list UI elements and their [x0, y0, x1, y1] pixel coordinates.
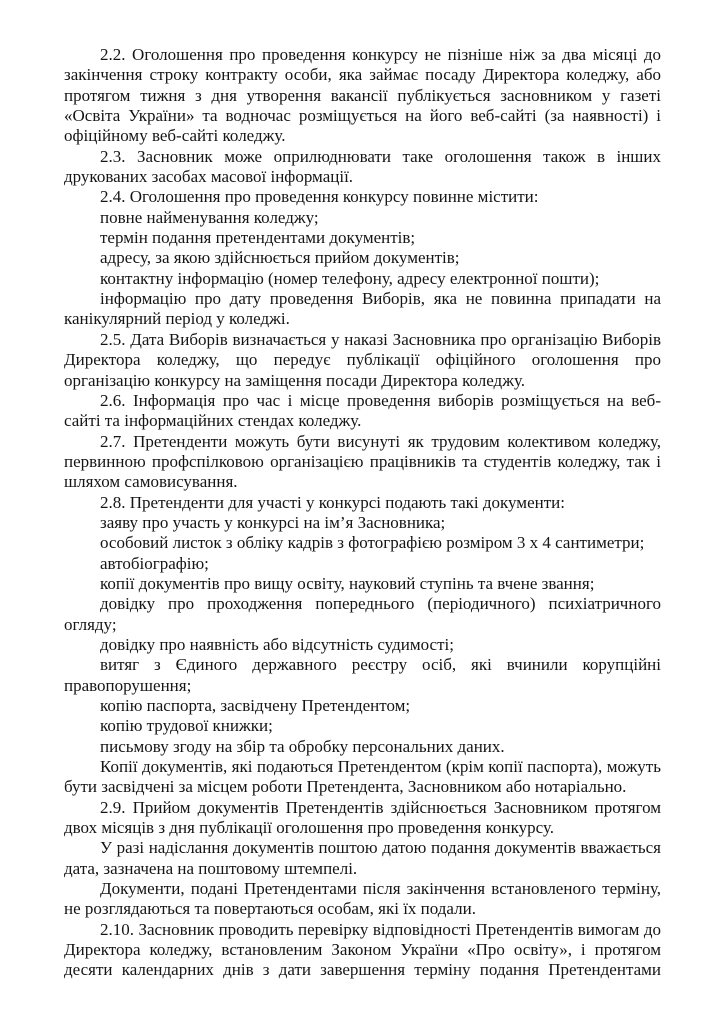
list-item: особовий листок з обліку кадрів з фотографією розміром 3 х 4 сантиметри;	[100, 533, 645, 553]
clause-2-9: 2.9. Прийом документів Претендентів здійснюється Засновником протягом двох місяців з дня публікації оголошення про проведення конкурсу.	[64, 797, 661, 838]
list-item: копії документів про вищу освіту, науковий ступінь та вчене звання;	[100, 573, 595, 593]
clause-2-5: 2.5. Дата Виборів визначається у наказі Засновника про організацію Виборів Директора коледжу, що передує публікації офіційного оголошення про організацію конкурсу на заміщення посади Директора коледжу.	[64, 329, 661, 390]
list-item: довідку про наявність або відсутність судимості;	[100, 634, 454, 654]
list-item: адресу, за якою здійснюється прийом документів;	[100, 248, 460, 268]
list-item: довідку про проходження попереднього (періодичного) психіатричного огляду;	[64, 594, 661, 634]
clause-2-4: 2.4. Оголошення про проведення конкурсу повинне містити:	[100, 187, 539, 207]
document-text-block	[64, 45, 661, 981]
paragraph: Копії документів, які подаються Претендентом (крім копії паспорта), можуть бути засвідчені за місцем роботи Претендента, Засновником або нотаріально.	[64, 757, 661, 797]
list-item: автобіографію;	[100, 553, 209, 573]
paragraph: Документи, подані Претендентами після закінчення встановленого терміну, не розглядаються та повертаються особам, які їх подали.	[64, 879, 661, 919]
clause-2-8: 2.8. Претенденти для участі у конкурсі подають такі документи:	[100, 492, 565, 512]
paragraph: У разі надіслання документів поштою датою подання документів вважається дата, зазначена на поштовому штемпелі.	[64, 838, 661, 878]
list-item: заяву про участь у конкурсі на ім’я Засновника;	[100, 512, 446, 532]
clause-2-3: 2.3. Засновник може оприлюднювати таке оголошення також в інших друкованих засобах масової інформації.	[64, 146, 661, 187]
clause-2-6: 2.6. Інформація про час і місце проведення виборів розміщується на веб-сайті та інформаційних стендах коледжу.	[64, 390, 661, 431]
list-item: письмову згоду на збір та обробку персональних даних.	[100, 736, 505, 756]
list-item: контактну інформацію (номер телефону, адресу електронної пошти);	[100, 268, 600, 288]
clause-2-7: 2.7. Претенденти можуть бути висунуті як трудовим колективом коледжу, первинною профспілковою організацією працівників та студентів коледжу, так і шляхом самовисування.	[64, 431, 661, 492]
clause-2-10: 2.10. Засновник проводить перевірку відповідності Претендентів вимогам до Директора коледжу, встановленим Законом України «Про освіту», і протягом десяти календарних днів з дати завершення терміну подання Претендентами	[64, 919, 661, 980]
list-item: витяг з Єдиного державного реєстру осіб, які вчинили корупційні правопорушення;	[64, 655, 661, 695]
clause-2-2: 2.2. Оголошення про проведення конкурсу не пізніше ніж за два місяці до закінчення строку контракту особи, яка займає посаду Директора коледжу, або протягом тижня з дня утворення вакансії публікується засновником у газеті «Освіта України» та водночас розміщується на його веб-сайті (за наявності) і офіційному веб-сайті коледжу.	[64, 45, 661, 146]
list-item: інформацію про дату проведення Виборів, яка не повинна припадати на канікулярний період у коледжі.	[64, 289, 661, 329]
list-item: копію трудової книжки;	[100, 716, 273, 736]
list-item: повне найменування коледжу;	[100, 207, 319, 227]
list-item: термін подання претендентами документів;	[100, 228, 416, 248]
list-item: копію паспорта, засвідчену Претендентом;	[100, 696, 411, 715]
